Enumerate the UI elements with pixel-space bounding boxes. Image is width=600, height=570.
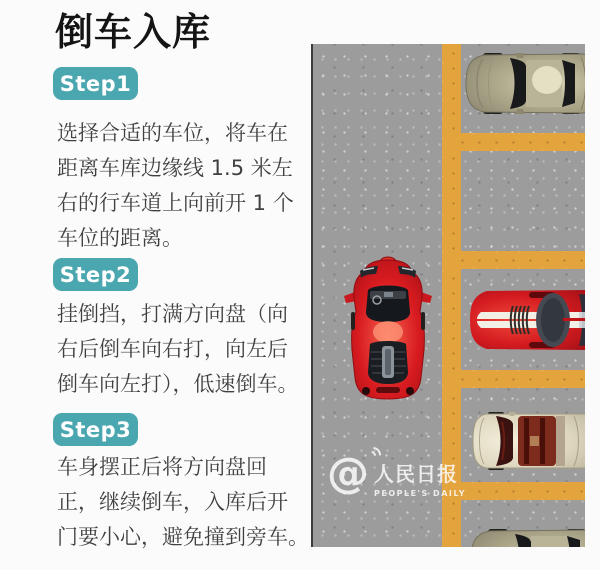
watermark-cn: 人民日报 [374,462,458,486]
red-reversing-car [344,256,432,402]
step1-text [57,116,294,256]
step1-line: 距离车库边缘线 1.5 米左 [57,156,293,180]
step1-line: 右的行车道上向前开 1 个 [57,191,294,215]
olive-coupe-top-bay [463,52,585,115]
step1-badge: Step1 [53,67,138,100]
step1-line: 车位的距离。 [57,226,183,250]
step1-line: 选择合适的车位，将车在 [57,121,288,145]
step3-line: 门要小心，避免撞到旁车。 [57,525,309,549]
parking-bay-line-1 [451,133,585,151]
step3-line: 车身摆正后将方向盘回 [57,455,267,479]
watermark-text [374,458,466,498]
peoples-daily-watermark [327,448,467,498]
at-logo-icon [327,448,369,497]
photo-left-edge [311,44,313,547]
parking-lot-photo [311,44,585,547]
cream-convertible [470,412,585,470]
step3-line: 正，继续倒车，入库后开 [57,490,288,514]
step2-badge: Step2 [53,258,138,291]
watermark-en: PEOPLE'S DAILY [374,489,467,498]
at-symbol: @ [327,448,369,497]
step2-line: 倒车向左打），低速倒车。 [57,372,299,396]
red-striped-sports-car [467,288,585,352]
parking-bay-line-2 [451,251,585,269]
step3-badge: Step3 [53,413,138,446]
page-title: 倒车入库 [55,10,212,54]
parking-bay-line-3 [451,370,585,388]
step2-line: 挂倒挡，打满方向盘（向 [57,302,288,326]
step2-text [57,297,299,402]
olive-coupe-bottom-bay [468,528,585,547]
step2-line: 右后倒车向右打，向左后 [57,337,288,361]
parking-bay-line-4 [451,482,585,500]
step3-text [57,450,309,555]
